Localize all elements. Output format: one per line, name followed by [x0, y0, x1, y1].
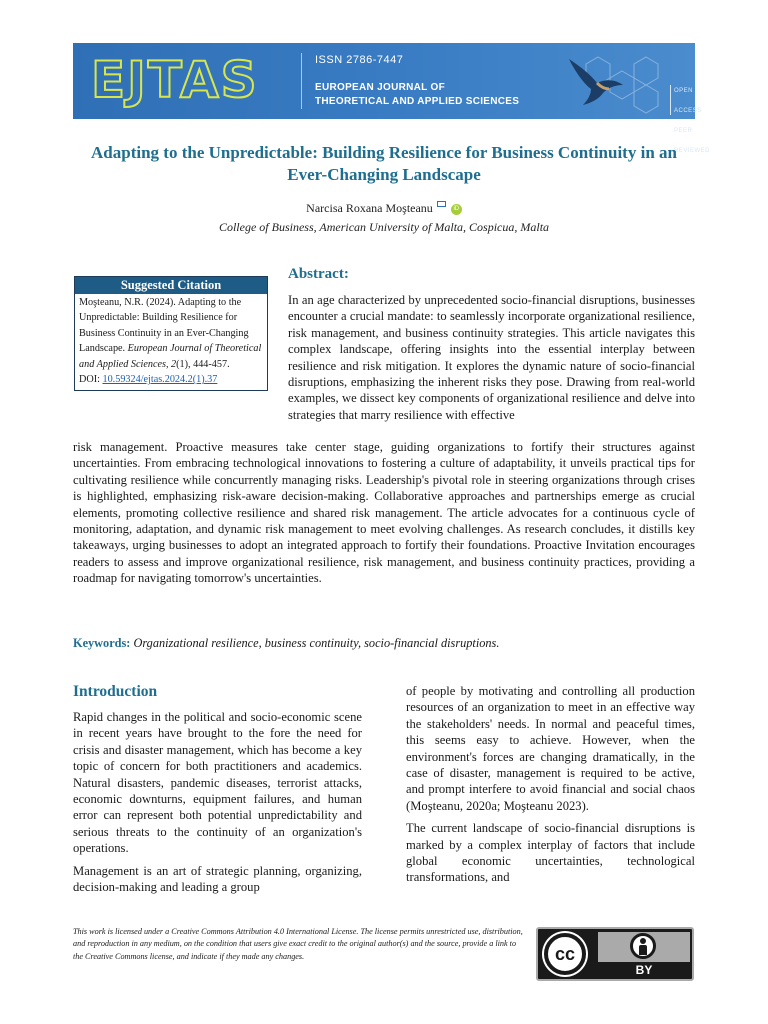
intro-left-column [73, 709, 362, 901]
doi-label: DOI: [79, 374, 100, 386]
article-title: Adapting to the Unpredictable: Building Resilience for Business Continuity in an Ever-Changing Landscape [91, 143, 677, 184]
citation-heading: Suggested Citation [75, 277, 267, 294]
intro-paragraph: of people by motivating and controlling all production resources of an organization to meet in an effective way the stakeholders' needs. In normal and peaceful times, this seems easy to achieve. However, when the environment's forces are changing dramatically, in the case of disaster, management is required to be active, and prompt interfere to avoid financial and social chaos (Moşteanu, 2020a; Moşteanu 2023). [406, 684, 695, 813]
affiliation: College of Business, American University of Malta, Cospicua, Malta [218, 220, 550, 234]
citation-issue: (1), 444-457. [176, 358, 230, 370]
journal-name: EUROPEAN JOURNAL OF THEORETICAL AND APPLIED SCIENCES [315, 82, 520, 107]
issn: ISSN 2786-7447 [315, 54, 404, 66]
intro-paragraph: Rapid changes in the political and socio-economic scene in recent years have brought to the fore the need for crisis and disaster management, which has become a key topic of concern for both practitioners and academics. Natural disasters, pandemic diseases, terrorist attacks, economic downturns, equipment failures, and human error can represent both potential unpredictability and serious threats to the continuity of an organization's operations. [73, 710, 362, 856]
suggested-citation-box [74, 276, 268, 391]
email-icon[interactable] [437, 201, 446, 207]
citation-body [75, 294, 267, 390]
abstract-text-part2: risk management. Proactive measures take center stage, guiding organizations to fortify their structures against uncertainties. From embracing technological innovations to fostering a culture of adaptability, it unveils practical tips for cultivating resilience while concurrently managing risks. Leadership's pivotal role in steering organizations through crises is highlighted, emphasizing risk-aware decision-making. Collaborative approaches and partnerships emerge as crucial elements, promoting collective resilience and shared risk management. The article advocates for a continuous cycle of monitoring, adaptation, and dynamic risk management to meet evolving challenges. As research concludes, it distills key takeaways, urging businesses to adopt an integrated approach to fortify their foundations. Proactive Invitation encourages readers to assess and improve organizational resilience, risk management, and business continuity practices, providing a roadmap for navigating tomorrow's uncertainties. [73, 440, 695, 586]
keywords-value: Organizational resilience, business continuity, socio-financial disruptions. [133, 636, 500, 650]
introduction-heading: Introduction [73, 683, 158, 700]
doi-link[interactable]: 10.59324/ejtas.2024.2(1).37 [102, 374, 218, 386]
keywords [73, 636, 695, 651]
intro-right-column [406, 683, 695, 892]
author-name: Narcisa Roxana Moşteanu [306, 201, 433, 215]
journal-banner [73, 43, 711, 154]
orcid-icon[interactable]: iD [451, 204, 462, 215]
intro-paragraph: Management is an art of strategic planning, organizing, decision-making and leading a group [73, 863, 362, 895]
attribution-person-icon [630, 933, 656, 959]
open-access-tag: OPEN ACCESS [674, 88, 702, 114]
author-line [0, 201, 768, 216]
keywords-label: Keywords: [73, 636, 131, 650]
banner-divider [301, 53, 302, 109]
citation-journal: European Journal of Theoretical and Applied Sciences, 2 [79, 343, 262, 370]
by-label: BY [635, 963, 653, 977]
swallow-icon [561, 49, 631, 109]
peer-reviewed-tag: PEER REVIEWED [674, 128, 711, 154]
citation-text: Moşteanu, N.R. (2024). Adapting to the Unpredictable: Building Resilience for Business Continuity in an Ever-Changing Landscape. [79, 297, 249, 355]
intro-paragraph: The current landscape of socio-financial disruptions is marked by a complex interplay of factors that include global economic uncertainties, technological transformations, and [406, 821, 695, 885]
abstract-heading: Abstract: [288, 266, 349, 282]
license-text: This work is licensed under a Creative Commons Attribution 4.0 International License. The license permits unrestricted use, distribution, and reproduction in any medium, on the condition that users give exact credit to the original author(s) and the source, provide a link to the Creative Commons license, and indicate if they made any changes. [73, 927, 523, 961]
cc-icon: cc [544, 933, 586, 975]
cc-by-badge[interactable] [536, 927, 694, 981]
abstract-text-part1: In an age characterized by unprecedented socio-financial disruptions, businesses encounter a crucial mandate: to seamlessly incorporate organizational resilience, risk management, and business continuity strategies. This article navigates this complex landscape, offering insights into the essential interplay between resilience and risk mitigation. It explores the dynamic nature of socio-financial disruptions, emphasizing the inherent risks they pose. Drawing from real-world examples, we dissect key components of organizational resilience and delve into strategies that marry resilience with effective [288, 293, 695, 422]
journal-logo: EJTAS [91, 51, 259, 109]
